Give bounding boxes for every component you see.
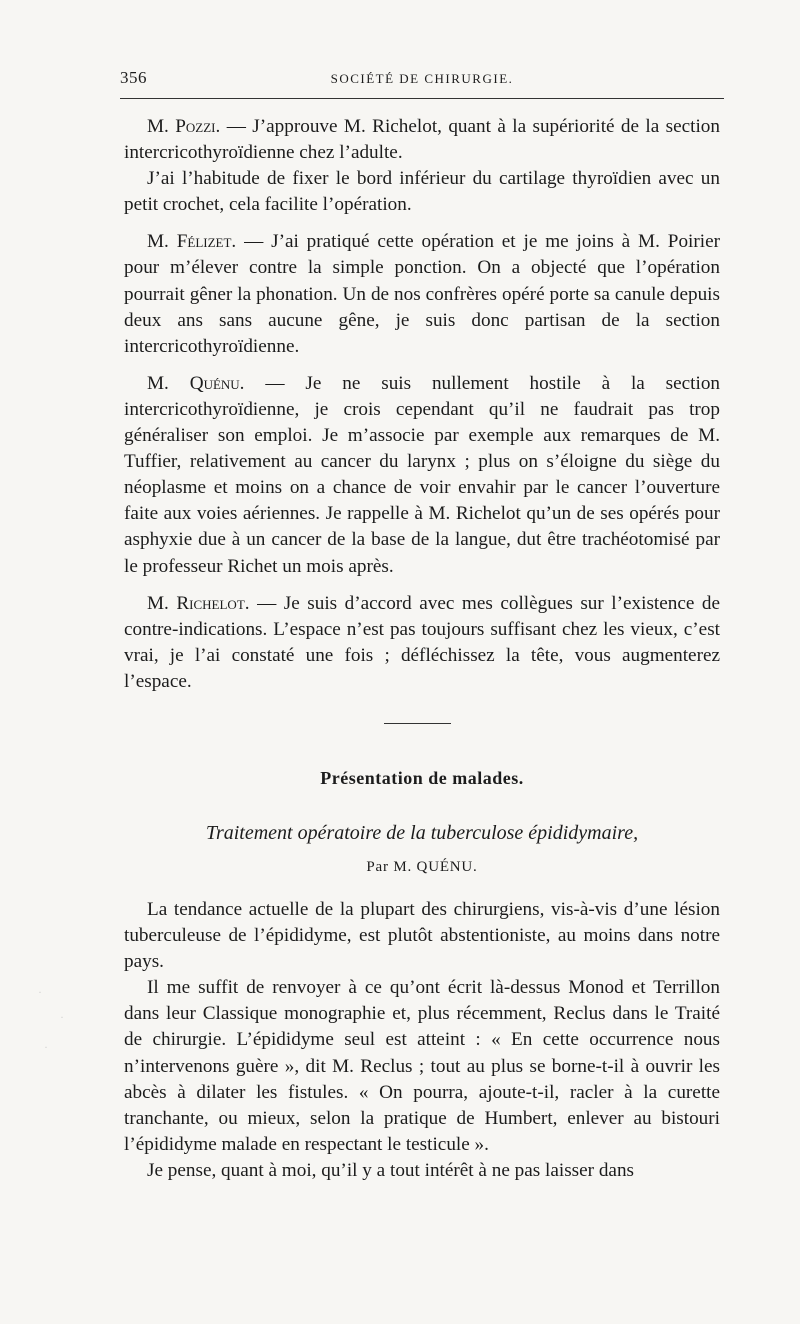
section-title: Présentation de malades. (320, 768, 524, 788)
speaker-name: M. Pozzi. (147, 116, 221, 137)
paper-speck: · (60, 1010, 64, 1024)
article-byline: Par M. QUÉNU. (366, 859, 478, 875)
paper-speck: · (44, 1040, 48, 1054)
article-paragraph: Je pense, quant à moi, qu’il y a tout intérêt à ne pas laisser dans (147, 1159, 635, 1181)
speaker-name: M. Richelot. (147, 592, 250, 614)
article-body (124, 897, 720, 1184)
discussion-paragraph: M. Félizet. — J’ai pratiqué cette opération et je me joins à M. Poirier pour m’élever contre la simple ponction. On a objecté que l’opération pourrait gêner la phonation. Un de nos confrères opéré porte sa canule depuis deux ans sans aucune gêne, je suis donc partisan de la section intercricothyroïdienne. (124, 231, 720, 357)
running-head: SOCIÉTÉ DE CHIRURGIE. (330, 71, 514, 86)
paper-speck: · (38, 985, 42, 999)
speaker-name: M. Quénu. (147, 372, 245, 394)
discussion-paragraph: M. Pozzi. — J’approuve M. Richelot, quant à la supériorité de la section intercricothyroïdienne chez l’adulte. (124, 116, 720, 164)
discussion-paragraph: J’ai l’habitude de fixer le bord inférieur du cartilage thyroïdien avec un petit crochet, cela facilite l’opération. (124, 168, 720, 216)
header-rule (120, 98, 724, 99)
article-title: Traitement opératoire de la tuberculose épididymaire, (205, 822, 639, 844)
speaker-name: M. Félizet. (147, 231, 237, 253)
section-divider (384, 723, 451, 724)
discussion-paragraph: M. Richelot. — Je suis d’accord avec mes collègues sur l’existence de contre-indications. L’espace n’est pas toujours suffisant chez les vieux, c’est vrai, je l’ai constaté une fois ; défléchissez la tête, vous augmenterez l’espace. (124, 592, 721, 692)
article-paragraph: La tendance actuelle de la plupart des chirurgiens, vis-à-vis d’une lésion tuberculeuse de l’épididyme, est plutôt abstentioniste, au moins dans notre pays. (124, 899, 720, 973)
page-header (120, 68, 724, 92)
discussion-paragraph: M. Quénu. — Je ne suis nullement hostile à la section intercricothyroïdienne, je crois cependant qu’il ne faudrait pas trop généraliser son emploi. Je m’associe par exemple aux remarques de M. Tuffier, relativement au cancer du larynx ; plus on s’éloigne du siège du néoplasme et moins on a chance de voir envahir par le cancer l’ouverture faite aux voies aériennes. Je rappelle à M. Richelot qu’un de ses opérés pour asphyxie due à un cancer de la base de la langue, dut être trachéotomisé par le professeur Richet un mois après. (124, 372, 721, 577)
page-number: 356 (120, 68, 147, 87)
article-paragraph: Il me suffit de renvoyer à ce qu’ont écrit là-dessus Monod et Terrillon dans leur Classique monographie et, plus récemment, Reclus dans le Traité de chirurgie. L’épididyme seul est atteint : « En cette occurrence nous n’intervenons guère », dit M. Reclus ; tout au plus se borne-t-il à ouvrir les abcès à dilater les fistules. « On pourra, ajoute-t-il, racler à la curette tranchante, ou mieux, selon la pratique de Humbert, enlever au bistouri l’épididyme malade en respectant le testicule ». (124, 977, 720, 1155)
discussion-section (124, 114, 720, 695)
